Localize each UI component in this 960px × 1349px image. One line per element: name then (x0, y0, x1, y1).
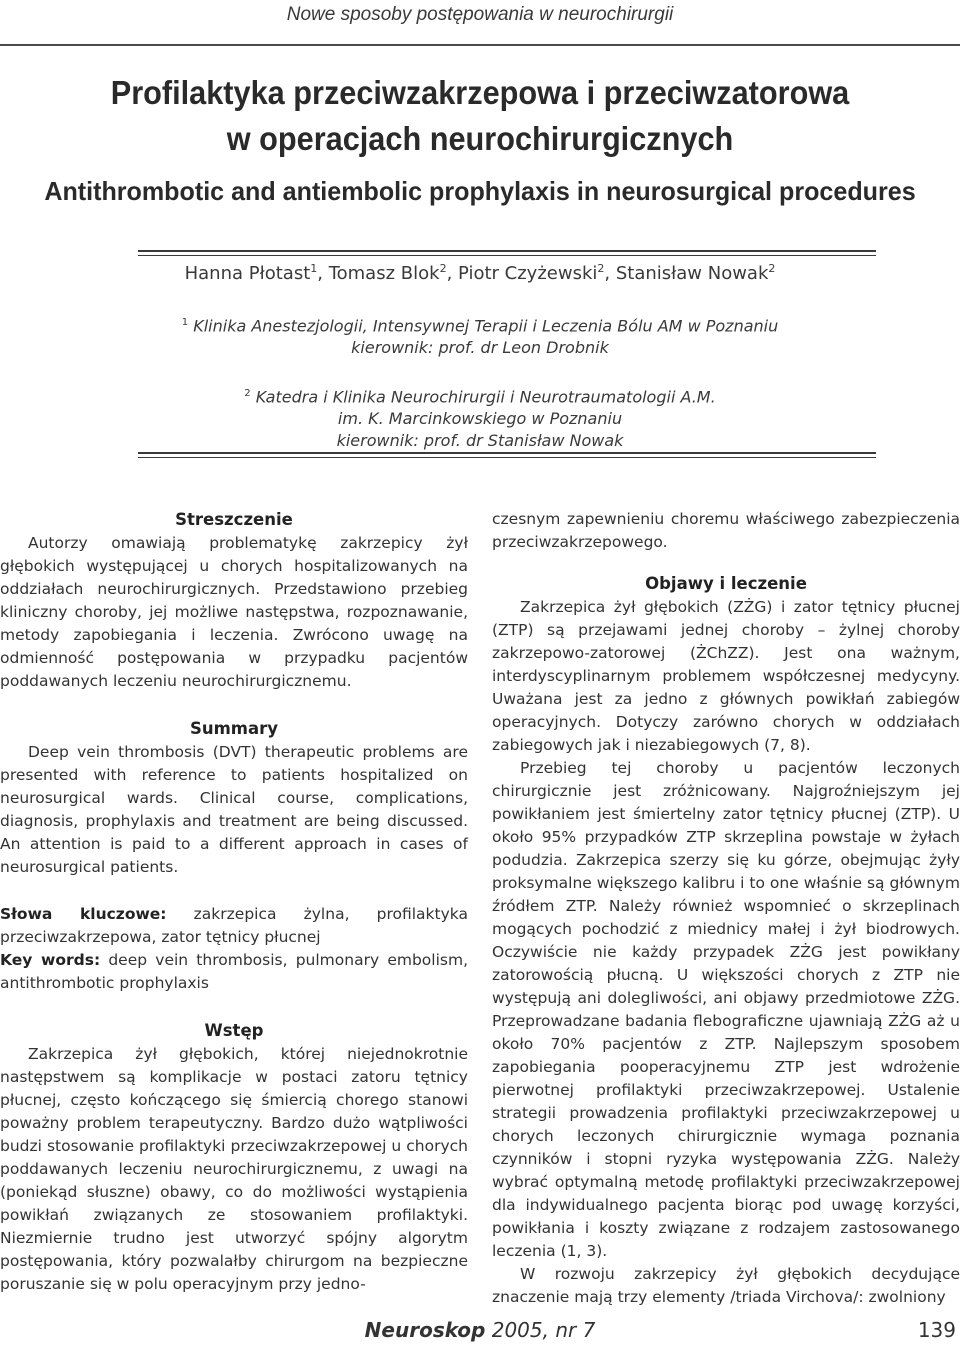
affil-2-line3: kierownik: prof. dr Stanisław Nowak (336, 431, 624, 451)
author-name: Piotr Czyżewski (458, 263, 598, 284)
continuation-text: czesnym zapewnieniu choremu właściwego zabezpieczenia przeciwzakrzepowego. (492, 510, 960, 551)
summary-heading: Summary (189, 719, 279, 738)
keywords-en (0, 949, 468, 995)
running-head: Nowe sposoby postępowania w neurochirurgii (286, 4, 674, 25)
wstep-heading: Wstęp (204, 1021, 264, 1040)
article-title-en: Antithrombotic and antiembolic prophylaxis in neurosurgical procedures (44, 176, 916, 206)
keywords-en-text: deep vein thrombosis, pulmonary embolism, antithrombotic prophylaxis (0, 951, 468, 992)
author-name: Tomasz Blok (328, 263, 440, 284)
affil-sup: 1 (181, 317, 189, 328)
objawy-para-1: Zakrzepica żył głębokich (ZŻG) i zator tętnicy płucnej (ZTP) są przejawami jednej choroby – żylnej choroby zakrzepowo-zatorowej (ŻChZZ). Jest ona ważnym, interdyscyplinarnym problemem współczesnej medycyny. Uważana jest za jedno z głównych powikłań zabiegów operacyjnych. Dotyczy zarówno chorych w oddziałach zabiegowych jak i niezabiegowych (7, 8). (492, 598, 960, 754)
article-title-pl (0, 70, 960, 162)
journal-name: Neuroskop (364, 1318, 486, 1342)
journal-issue: 2005, nr 7 (485, 1318, 596, 1342)
author-sup: 2 (597, 262, 605, 275)
streszczenie-heading: Streszczenie (175, 510, 293, 529)
summary-text: Deep vein thrombosis (DVT) therapeutic problems are presented with reference to patients hospitalized on neurosurgical wards. Clinical course, complications, diagnosis, prophylaxis and treatment are being discussed. An attention is paid to a different approach in cases of neurosurgical patients. (0, 743, 468, 876)
header-rule (0, 44, 960, 46)
affil-1-line2: kierownik: prof. dr Leon Drobnik (351, 338, 609, 358)
footer-journal (0, 1318, 960, 1342)
affiliation-2 (0, 383, 960, 452)
wstep-text: Zakrzepica żył głębokich, której niejednokrotnie następstwem są komplikacje w postaci zatoru tętnicy płucnej, często kończącego się śmiercią chorego stanowi poważny problem terapeutyczny. Bardzo dużo wątpliwości budzi stosowanie profilaktyki przeciwzakrzepowej u chorych poddawanych leczeniu neurochirurgicznemu, z uwagi na (poniekąd słuszne) obawy, co do możliwości wystąpienia powikłań związanych ze stosowaniem profilaktyki. Niezmiernie trudno jest utworzyć spójny algorytm postępowania, który pozwalałby chirurgom na bezpieczne poruszanie się w polu operacyjnym przy jedno- (0, 1045, 468, 1293)
objawy-heading: Objawy i leczenie (645, 574, 807, 593)
title-pl-line1: Profilaktyka przeciwzakrzepowa i przeciwzatorowa (110, 74, 850, 111)
objawy-para-3: W rozwoju zakrzepicy żył głębokich decydujące znaczenie mają trzy elementy /triada Virchova/: zwolniony (492, 1265, 960, 1306)
author-name: Hanna Płotast (184, 263, 311, 284)
title-pl-line2: w operacjach neurochirurgicznych (226, 120, 734, 157)
affil-1-line1: Klinika Anestezjologii, Intensywnej Terapii i Leczenia Bólu AM w Poznaniu (193, 316, 779, 336)
right-column (492, 508, 960, 1309)
author-sup: 2 (768, 262, 776, 275)
objawy-para-2: Przebieg tej choroby u pacjentów leczonych chirurgicznie jest zróżnicowany. Najgroźniejszym jej powikłaniem jest śmiertelny zator tętnicy płucnej (ZTP). U około 95% przypadków ZTP skrzeplina powstaje w żyłach podudzia. Zakrzepica szerzy się ku górze, obejmując żyły proksymalne większego kalibru i to one właśnie są głównym źródłem ZTP. Należy również wspomnieć o skrzeplinach mogących pochodzić z miednicy małej i żył biodrowych. Oczywiście nie każdy przypadek ZŻG jest powikłany zatorowością płucną. U większości chorych z ZTP nie występują ani dolegliwości, ani objawy przedmiotowe ZŻG. Przeprowadzane badania flebograficzne ujawniają ZŻG aż u około 70% pacjentów z ZTP. Najlepszym sposobem zapobiegania pooperacyjnemu ZTP jest wdrożenie pierwotnej profilaktyki przeciwzakrzepowej. Ustalenie strategii prowadzenia profilaktyki przeciwzakrzepowej u chorych leczonych chirurgicznie wymaga poznania czynników i stopni ryzyka występowania ZŻG. Należy wybrać optymalną metodę profilaktyki przeciwzakrzepowej dla indywidualnego pacjenta biorąc pod uwagę korzyści, powikłania i koszty związane z rodzajem zastosowanego leczenia (1, 3). (492, 759, 960, 1260)
authors-line: Hanna Płotast$^1$, Tomasz Blok$^2$, Piotr Czyżewski$^2$, Stanisław Nowak$^2$ (184, 262, 776, 284)
affiliation-1 (0, 312, 960, 359)
affil-2-line2: im. K. Marcinkowskiego w Poznaniu (337, 409, 623, 429)
affil-2-line1: Katedra i Klinika Neurochirurgii i Neurotraumatologii A.M. (255, 387, 716, 407)
keywords-pl-label: Słowa kluczowe: (0, 905, 167, 923)
keywords-pl (0, 903, 468, 949)
authors-bottom-rule (138, 452, 876, 458)
streszczenie-text: Autorzy omawiają problematykę zakrzepicy żył głębokich występującej u chorych hospitalizowanych na oddziałach neurochirurgicznych. Przedstawiono przebieg kliniczny choroby, jej możliwe następstwa, rozpoznawanie, metody zapobiegania i leczenia. Zwrócono uwagę na odmienność postępowania w przypadku pacjentów poddawanych leczeniu neurochirurgicznemu. (0, 534, 468, 690)
left-column (0, 508, 468, 1296)
author-sup: 1 (310, 262, 318, 275)
author-name: Stanisław Nowak (615, 263, 769, 284)
author-sup: 2 (439, 262, 447, 275)
page-number: 139 (917, 1318, 956, 1342)
keywords-pl-text: zakrzepica żylna, profilaktyka przeciwzakrzepowa, zator tętnicy płucnej (0, 905, 468, 946)
authors-top-rule (138, 250, 876, 256)
keywords-en-label: Key words: (0, 951, 101, 969)
affil-sup: 2 (244, 388, 251, 399)
